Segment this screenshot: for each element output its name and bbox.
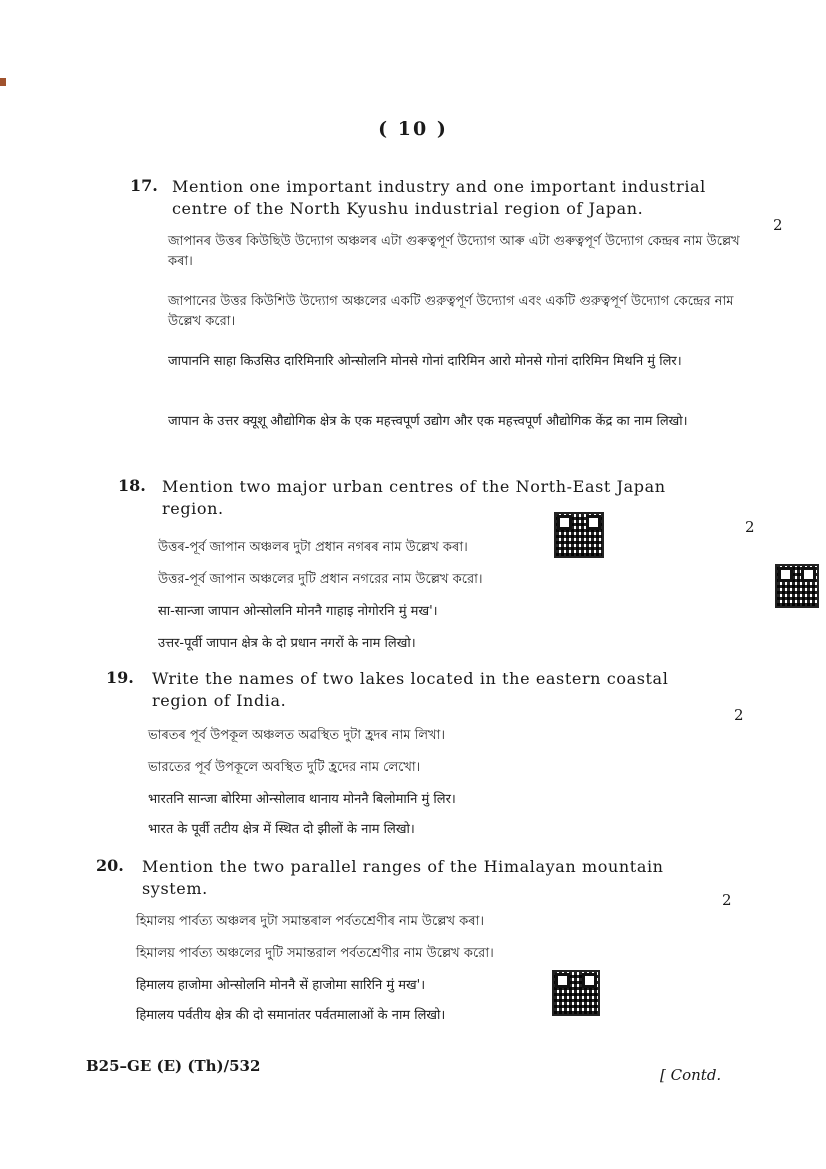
question-number: 17. bbox=[130, 176, 158, 195]
question-17 bbox=[130, 176, 810, 466]
translation-hindi: उत्तर-पूर्वी जापान क्षेत्र के दो प्रधान नगरों के नाम लिखो। bbox=[158, 636, 416, 651]
translation-hindi: जापान के उत्तर क्यूशू औद्योगिक क्षेत्र के एक महत्त्वपूर्ण उद्योग और एक महत्त्वपूर्ण औद्योगिक केंद्र का नाम लिखो। bbox=[168, 414, 688, 429]
question-text: Write the names of two lakes located in the eastern coastal region of India. bbox=[152, 669, 669, 710]
continued-label: [ Contd. bbox=[660, 1066, 722, 1084]
translation-bengali: হিমালয় পার্বত্য অঞ্চলের দুটি সমান্তরাল পর্বতশ্রেণীর নাম উল্লেখ করো। bbox=[136, 946, 494, 961]
question-marks: 2 bbox=[745, 518, 755, 536]
question-marks: 2 bbox=[734, 706, 744, 724]
question-19 bbox=[106, 668, 806, 843]
question-number: 19. bbox=[106, 668, 134, 687]
question-marks: 2 bbox=[773, 216, 783, 234]
paper-code: B25–GE (E) (Th)/532 bbox=[86, 1057, 261, 1075]
translation-bodo: सा-सान्जा जापान ओन्सोलनि मोननै गाहाइ नोगोरनि मुं मख'। bbox=[158, 604, 438, 619]
question-number: 20. bbox=[96, 856, 124, 875]
question-18 bbox=[118, 476, 810, 656]
corner-mark bbox=[0, 78, 6, 86]
question-20 bbox=[96, 856, 796, 1036]
translation-hindi: भारत के पूर्वी तटीय क्षेत्र में स्थित दो झीलों के नाम लिखो। bbox=[148, 822, 415, 837]
translation-assamese: জাপানৰ উত্তৰ কিউছিউ উদ্যোগ অঞ্চলৰ এটা গুৰুত্বপূৰ্ণ উদ্যোগ আৰু এটা গুৰুত্বপূৰ্ণ উদ্যোগ কেন্দ্ৰৰ নাম উল্লেখ কৰা। bbox=[168, 234, 740, 269]
question-text: Mention the two parallel ranges of the Himalayan mountain system. bbox=[142, 857, 664, 898]
question-text: Mention one important industry and one important industrial centre of the North Kyushu industrial region of Japan. bbox=[172, 177, 706, 218]
translation-assamese: ভাৰতৰ পূৰ্ব উপকূল অঞ্চলত অৱস্থিত দুটা হ্ৰদৰ নাম লিখা। bbox=[148, 728, 445, 743]
question-number: 18. bbox=[118, 476, 146, 495]
translation-bengali: ভারতের পূর্ব উপকূলে অবস্থিত দুটি হ্রদের নাম লেখো। bbox=[148, 760, 421, 775]
translation-bodo: भारतनि सान्जा बोरिमा ओन्सोलाव थानाय मोननै बिलोमानि मुं लिर। bbox=[148, 792, 456, 807]
translation-hindi: हिमालय पर्वतीय क्षेत्र की दो समानांतर पर्वतमालाओं के नाम लिखो। bbox=[136, 1008, 446, 1023]
qr-code bbox=[552, 970, 600, 1016]
translation-bodo: जापाननि साहा किउसिउ दारिमिनारि ओन्सोलनि मोनसे गोनां दारिमिन आरो मोनसे गोनां दारिमिन मिथनि मुं लिर। bbox=[168, 354, 682, 369]
translation-assamese: হিমালয় পাৰ্বত্য অঞ্চলৰ দুটা সমান্তৰাল পৰ্বতশ্ৰেণীৰ নাম উল্লেখ কৰা। bbox=[136, 914, 485, 929]
translation-bengali: জাপানের উত্তর কিউশিউ উদ্যোগ অঞ্চলের একটি গুরুত্বপূর্ণ উদ্যোগ এবং একটি গুরুত্বপূর্ণ উদ্যোগ কেন্দ্রের নাম উল্লেখ করো। bbox=[168, 294, 734, 329]
page-number: ( 10 ) bbox=[378, 118, 448, 140]
qr-code bbox=[554, 512, 604, 558]
translation-bengali: উত্তর-পূর্ব জাপান অঞ্চলের দুটি প্রধান নগরের নাম উল্লেখ করো। bbox=[158, 572, 483, 587]
translation-bodo: हिमालय हाजोमा ओन्सोलनि मोननै सें हाजोमा सारिनि मुं मख'। bbox=[136, 978, 426, 993]
qr-code bbox=[775, 564, 819, 608]
question-text: Mention two major urban centres of the North-East Japan region. bbox=[162, 477, 666, 518]
translation-assamese: উত্তৰ-পূৰ্ব জাপান অঞ্চলৰ দুটা প্ৰধান নগৰৰ নাম উল্লেখ কৰা। bbox=[158, 540, 468, 555]
question-marks: 2 bbox=[722, 891, 732, 909]
